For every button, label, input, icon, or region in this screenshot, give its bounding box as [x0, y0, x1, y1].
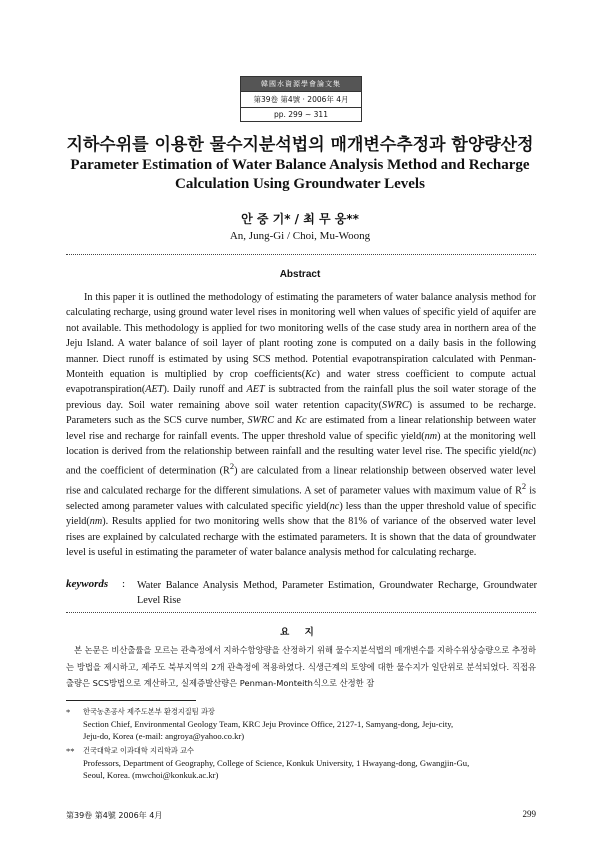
footnote-mark: *: [66, 707, 71, 717]
footnote-affiliation-ko: 건국대학교 이과대학 지리학과 교수: [83, 746, 195, 755]
korean-summary-heading: 요 지: [280, 627, 320, 638]
divider-bottom: [66, 612, 536, 613]
footnote-address-en: Seoul, Korea. (mwchoi@konkuk.ac.kr): [83, 770, 219, 780]
journal-name: 韓國水資源學會論文集: [241, 77, 361, 91]
title-korean: 지하수위를 이용한 물수지분석법의 매개변수추정과 함양량산정: [66, 135, 534, 155]
footnote-address-en: Jeju-do, Korea (e-mail: angroya@yahoo.co.kr): [83, 731, 245, 741]
footnote-affiliation-en: Section Chief, Environmental Geology Team, KRC Jeju Province Office, 2127-1, Samyang-dong, Jeju-city,: [83, 719, 454, 729]
journal-volume-issue: 第39卷 第4號 · 2006年 4月: [241, 91, 361, 107]
footnote-first-author: [66, 706, 536, 742]
footnote-affiliation-ko: 한국농촌공사 제주도본부 환경지질팀 과장: [83, 707, 215, 716]
footnote-affiliation-en: Professors, Department of Geography, College of Science, Konkuk University, 1 Hwayang-dong, Gwangjin-Gu,: [83, 758, 470, 768]
korean-summary-text: 본 논문은 비산출률을 모르는 관측정에서 지하수함양량을 산정하기 위해 물수지분석법의 매개변수를 지하수위상승량으로 추정하는 방법을 제시하고, 제주도 북부지역의 2개 관측정에 적용하였다. 식생근계의 토양에 대한 물수지가 일단위로 분석되었다. 직접유출량은 SCS방법으로 계산하고, 실제증발산량은 Penman-Monteith식으로 산정한 잠: [66, 645, 536, 688]
footnote-mark: **: [66, 746, 75, 756]
authors-korean: 안 중 기* / 최 무 웅**: [241, 212, 359, 226]
authors-english: An, Jung-Gi / Choi, Mu-Woong: [229, 230, 371, 242]
journal-header-box: [240, 76, 362, 122]
abstract-heading: Abstract: [279, 269, 321, 280]
footer-journal-issue: 第39卷 第4號 2006年 4月: [66, 811, 163, 820]
journal-pages: pp. 299 ~ 311: [241, 107, 361, 121]
keywords-text: Water Balance Analysis Method, Parameter Estimation, Groundwater Recharge, Groundwater Level Rise: [137, 580, 537, 606]
keywords-colon: :: [122, 578, 126, 590]
footnote-rule: [66, 700, 196, 701]
abstract-body: In this paper it is outlined the methodology of estimating the parameters of water balance analysis method for calculating recharge, using ground water level rises in monitoring well when values of specific yield of aquifer are not available. This methodology is applied for two monitoring wells of the case study area in northern area of the Jeju Island. A water balance of soil layer of plant rooting zone is computed on a daily basis in the following manner. Diect runoff is estimated by using SCS method. Potential evapotranspiration calculated with Penman-Monteith equation is multiplied by crop coefficients(Kc) and water stress coefficient to compute actual evapotranspiration(AET). Daily runoff and AET is subtracted from the rainfall plus the soil water storage of the previous day. Soil water remaining above soil water retention capacity(SWRC) is assumed to be recharge. Parameters such as the SCS curve number, SWRC and Kc are estimated from a linear relationship between water level rise and recharge for rainfall events. The upper threshold value of specific yield(nm) at the monitoring well location is derived from the relationship between rainfall and the resulting water level rise. The specific yield(nc) and the coefficient of determination $(R^2)$ are calculated from a linear relationship between observed water level rise and calculated recharge for the different simulations. A set of parameter values with maximum value of $R^2$ is selected among parameter values with calculated specific yield(nc) less than the upper threshold value of specific yield(nm). Results applied for two monitoring wells show that the 81% of variance of the observed water level rises are explained by calculated recharge with the estimated parameters. It is shown that the data of groundwater level is useful in estimating the parameter of water balance analysis method for calculating recharge.: [66, 292, 537, 559]
divider-top: [66, 254, 536, 255]
keywords-label: keywords: [66, 578, 109, 590]
footnote-second-author: [66, 745, 536, 781]
page-number: 299: [522, 809, 536, 819]
title-english: Parameter Estimation of Water Balance Analysis Method and Recharge Calculation Using Groundwater Levels: [70, 157, 530, 192]
